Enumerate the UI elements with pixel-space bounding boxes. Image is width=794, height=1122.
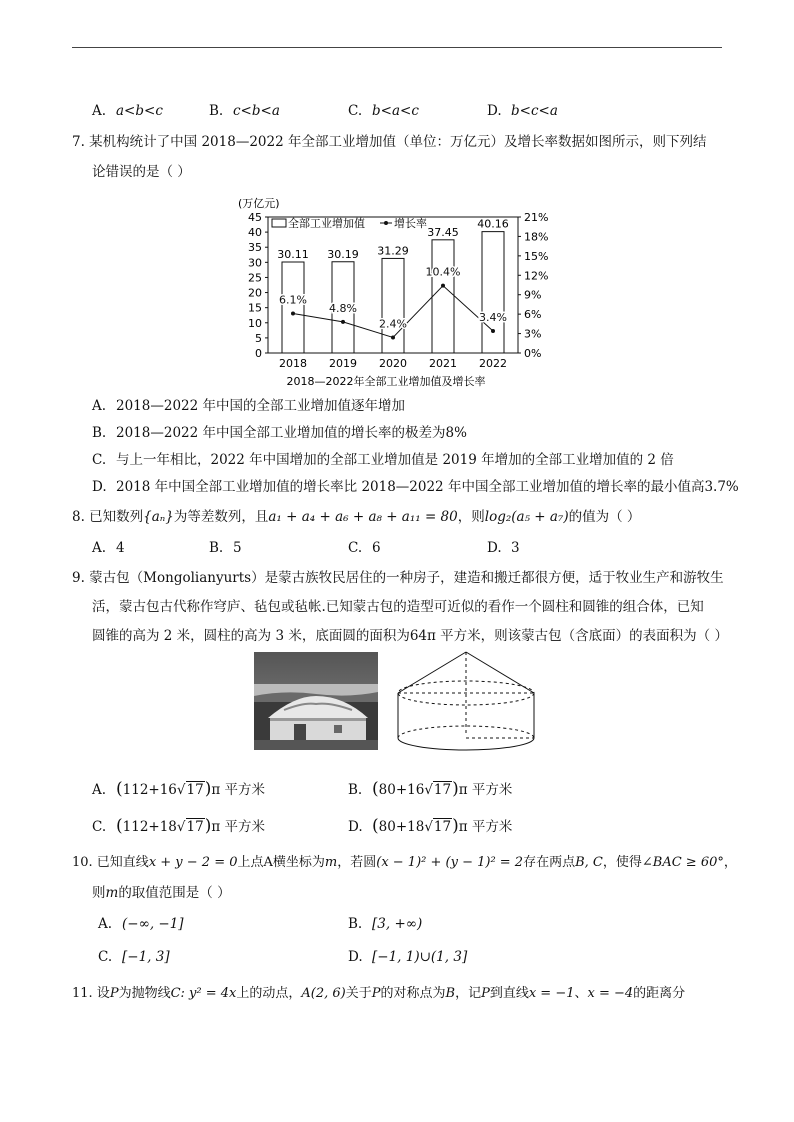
chart-legend-line-marker [384, 221, 388, 225]
chart-x-tick-label: 2022 [479, 357, 507, 370]
chart-rate-label: 6.1% [279, 293, 307, 307]
chart-legend-bar-label: 全部工业增加值 [288, 217, 365, 230]
chart-rate-label: 4.8% [329, 301, 357, 315]
q10-option-b: B. [3, +∞) [348, 916, 423, 932]
chart-legend-bar-swatch [272, 219, 286, 227]
chart-title: 2018—2022年全部工业增加值及增长率 [286, 375, 486, 388]
chart-bar-label: 31.29 [377, 244, 409, 258]
q7-chart [228, 192, 588, 392]
q9-option-d: D. (80+18√17)π 平方米 [348, 816, 513, 836]
chart-x-tick-label: 2020 [379, 357, 407, 370]
q9-option-a: A. (112+16√17)π 平方米 [92, 779, 266, 799]
q10-option-a: A. (−∞, −1] [98, 916, 184, 932]
q9-stem-line1: 9. 蒙古包（Mongolianyurts）是蒙古族牧民居住的一种房子，建造和搬迁都很方便，适于牧业生产和游牧生 [72, 570, 724, 586]
q7-option-c: C. 与上一年相比，2022 年中国增加的全部工业增加值是 2019 年增加的全部工业增加值的 2 倍 [92, 452, 674, 468]
q11-stem-line1: 11. 设P为抛物线C: y² = 4x上的动点，A(2, 6)关于P的对称点为B，记P到直线x = −1、x = −4的距离分 [72, 986, 686, 1001]
chart-y2-tick-label: 15% [524, 249, 549, 263]
q7-stem-line1: 7. 某机构统计了中国 2018—2022 年全部工业增加值（单位：万亿元）及增长率数据如图所示，则下列结 [72, 134, 707, 150]
chart-y-tick-label: 15 [248, 301, 262, 315]
q6-option-d: D. b<c<a [487, 103, 558, 119]
chart-y-tick-label: 25 [248, 271, 262, 285]
chart-y2-tick-label: 3% [524, 327, 542, 341]
chart-y-tick-label: 45 [248, 211, 262, 224]
q9-option-c: C. (112+18√17)π 平方米 [92, 816, 266, 836]
q7-stem-line2: 论错误的是（ ） [92, 164, 191, 180]
chart-y2-tick-label: 9% [524, 288, 542, 302]
chart-y-tick-label: 0 [255, 347, 262, 360]
chart-x-tick-label: 2021 [429, 357, 457, 370]
chart-bar-label: 30.11 [277, 248, 309, 262]
chart-rate-label: 2.4% [379, 317, 407, 331]
q7-option-b: B. 2018—2022 年中国全部工业增加值的增长率的极差为8% [92, 425, 467, 441]
q8-option-b: B. 5 [209, 540, 242, 556]
chart-legend-line-label: 增长率 [394, 217, 427, 230]
q8-log-expression: log₂(a₅ + a₇) [484, 509, 569, 525]
chart-x-tick-label: 2019 [329, 357, 357, 370]
chart-y-tick-label: 5 [255, 331, 262, 345]
q10-stem-line2: 则m的取值范围是（ ） [92, 885, 231, 901]
chart-rate-point [391, 335, 395, 339]
chart-y2-tick-label: 18% [524, 230, 549, 244]
chart-y2-tick-label: 0% [524, 347, 542, 360]
q6-option-b: B. c<b<a [209, 103, 280, 119]
q8-option-d: D. 3 [487, 540, 520, 556]
chart-y-tick-label: 35 [248, 241, 262, 255]
q7-option-a: A. 2018—2022 年中国的全部工业增加值逐年增加 [92, 398, 406, 414]
chart-y-tick-label: 10 [248, 316, 262, 330]
q8-stem: 8. 已知数列{aₙ}为等差数列，且a₁ + a₄ + a₆ + a₈ + a₁₁ = 80，则log₂(a₅ + a₇)的值为（ ） [72, 509, 641, 525]
q10-stem-line1: 10. 已知直线x + y − 2 = 0上点A横坐标为m，若圆(x − 1)² + (y − 1)² = 2存在两点B, C，使得∠BAC ≥ 60°， [72, 855, 737, 870]
chart-y2-tick-label: 21% [524, 211, 549, 224]
q6-option-c: C. b<a<c [348, 103, 419, 119]
chart-rate-point [441, 284, 445, 288]
chart-bar-label: 40.16 [477, 217, 509, 231]
q7-option-d: D. 2018 年中国全部工业增加值的增长率比 2018—2022 年中国全部工业增加值的增长率的最小值高3.7% [92, 479, 739, 495]
yurt-diagram [390, 648, 542, 758]
q8-option-a: A. 4 [92, 540, 125, 556]
q9-stem-line3: 圆锥的高为 2 米，圆柱的高为 3 米，底面圆的面积为64π 平方米，则该蒙古包（含底面）的表面积为（ ） [92, 628, 728, 644]
q8-equation: a₁ + a₄ + a₆ + a₈ + a₁₁ = 80 [268, 509, 458, 525]
chart-y2-tick-label: 6% [524, 308, 542, 322]
chart-y-tick-label: 40 [248, 226, 262, 240]
q10-option-c: C. [−1, 3] [98, 949, 170, 965]
q6-option-a: A. a<b<c [92, 103, 163, 119]
yurt-photo [254, 652, 378, 750]
q8-sequence: {aₙ} [143, 509, 174, 525]
chart-rate-point [341, 320, 345, 324]
q9-stem-line2: 活，蒙古包古代称作穹庐、毡包或毡帐.已知蒙古包的造型可近似的看作一个圆柱和圆锥的组合体，已知 [92, 599, 704, 615]
chart-rate-point [291, 311, 295, 315]
chart-rate-point [491, 329, 495, 333]
q9-option-b: B. (80+16√17)π 平方米 [348, 779, 513, 799]
q8-option-c: C. 6 [348, 540, 381, 556]
chart-y-tick-label: 30 [248, 256, 262, 270]
chart-y-tick-label: 20 [248, 286, 262, 300]
chart-y2-tick-label: 12% [524, 269, 549, 283]
chart-y-axis-title: (万亿元) [238, 197, 280, 210]
header-rule [72, 47, 722, 48]
chart-bar-label: 37.45 [427, 225, 459, 239]
chart-bar [282, 262, 304, 353]
chart-bar [432, 240, 454, 353]
q10-option-d: D. [−1, 1)∪(1, 3] [348, 949, 468, 965]
chart-bar [482, 232, 504, 353]
chart-rate-label: 3.4% [479, 310, 507, 324]
chart-rate-label: 10.4% [425, 265, 461, 279]
chart-bar-label: 30.19 [327, 247, 359, 261]
chart-x-tick-label: 2018 [279, 357, 307, 370]
